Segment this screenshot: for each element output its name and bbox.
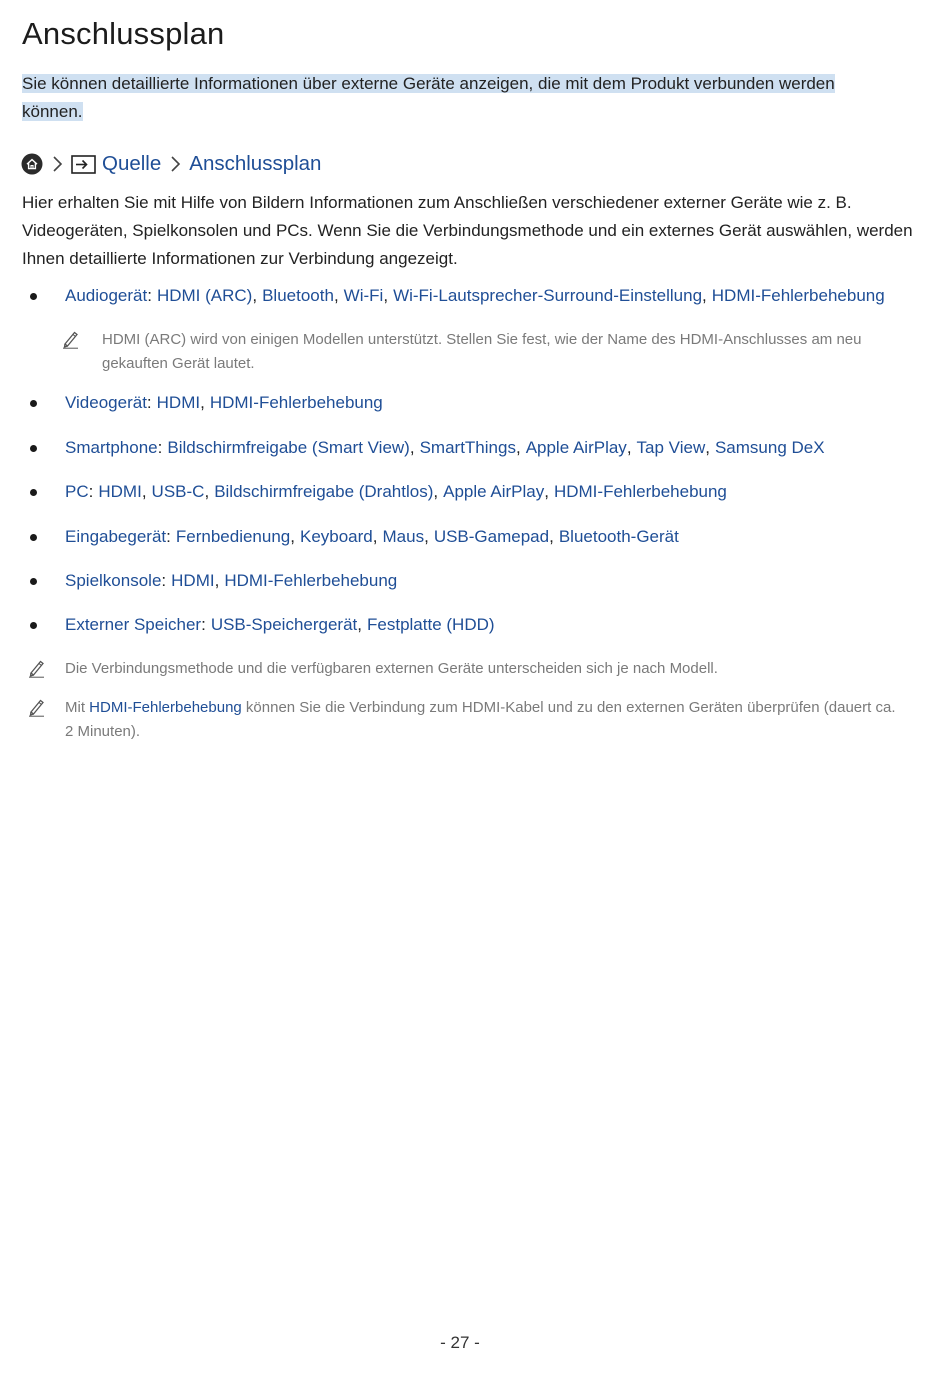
separator: , <box>702 286 707 305</box>
connection-link[interactable]: Bluetooth <box>262 286 334 305</box>
home-icon[interactable] <box>21 153 43 175</box>
connection-link[interactable]: HDMI <box>98 482 142 501</box>
category-label-link[interactable]: PC <box>65 482 89 501</box>
separator: , <box>626 438 632 457</box>
device-category-item <box>26 525 926 549</box>
connection-link[interactable]: USB-C <box>151 482 205 501</box>
category-label-link[interactable]: Spielkonsole <box>65 571 162 590</box>
device-category-item <box>26 436 926 460</box>
separator: , <box>372 527 378 546</box>
connection-link[interactable]: Samsung DeX <box>714 438 825 457</box>
separator: , <box>204 482 210 501</box>
bullet-dot <box>30 400 37 407</box>
device-category-item <box>26 613 926 637</box>
separator: , <box>252 286 258 305</box>
chevron-right-icon <box>51 155 63 173</box>
sub-note <box>102 328 902 376</box>
breadcrumb-item-source[interactable]: Quelle <box>102 152 162 175</box>
summary-highlight: Sie können detaillierte Informationen über externe Geräte anzeigen, die mit dem Produkt verbunden werden können. <box>22 74 835 121</box>
connection-link[interactable]: HDMI-Fehlerbehebung <box>224 571 398 590</box>
note-methods <box>65 657 905 681</box>
separator: : <box>166 527 171 546</box>
separator: , <box>290 527 295 546</box>
connection-link[interactable]: HDMI <box>171 571 215 590</box>
separator: , <box>357 615 363 634</box>
separator: : <box>161 571 167 590</box>
connection-link[interactable]: Wi-Fi <box>343 286 384 305</box>
category-label-link[interactable]: Eingabegerät <box>65 527 167 546</box>
connection-link[interactable]: HDMI-Fehlerbehebung <box>209 393 383 412</box>
connection-link[interactable]: HDMI <box>156 393 201 412</box>
separator: : <box>146 393 152 412</box>
connection-link[interactable]: Wi-Fi-Lautsprecher-Surround-Einstellung <box>393 286 703 305</box>
connection-link[interactable]: Apple AirPlay <box>525 438 627 457</box>
connection-link[interactable]: Keyboard <box>299 527 373 546</box>
connection-link[interactable]: Maus <box>382 527 425 546</box>
device-category-item <box>26 391 926 415</box>
pencil-note-icon <box>28 697 46 725</box>
breadcrumb <box>21 150 321 178</box>
connection-link[interactable]: HDMI-Fehlerbehebung <box>711 286 885 305</box>
separator: , <box>383 286 389 305</box>
bullet-dot <box>30 534 37 541</box>
note-hdmi-troubleshoot <box>65 696 900 744</box>
separator: , <box>544 482 549 501</box>
connection-link[interactable]: Bluetooth-Gerät <box>558 527 679 546</box>
bullet-dot <box>30 578 37 585</box>
separator: , <box>409 438 415 457</box>
separator: , <box>433 482 439 501</box>
separator: : <box>88 482 94 501</box>
category-label-link[interactable]: Audiogerät <box>65 286 148 305</box>
connection-link[interactable]: USB-Gamepad <box>433 527 550 546</box>
intro-text: Hier erhalten Sie mit Hilfe von Bildern Informationen zum Anschließen verschiedener externer Geräte wie z. B. Videogeräten, Spielkonsolen und PCs. Wenn Sie die Verbindungsmethode und ein externes Gerät auswählen, werden Ihnen detaillierte Informationen zur Verbindung angezeigt. <box>22 193 913 268</box>
sub-note-text: HDMI (ARC) wird von einigen Modellen unterstützt. Stellen Sie fest, wie der Name des HDMI-Anschlusses am neu gekauften Gerät lautet. <box>102 331 862 372</box>
separator: : <box>201 615 206 634</box>
bullet-dot <box>30 293 37 300</box>
connection-link[interactable]: Tap View <box>636 438 706 457</box>
page-summary <box>22 70 882 126</box>
connection-link[interactable]: HDMI (ARC) <box>156 286 253 305</box>
bullet-dot <box>30 622 37 629</box>
connection-link[interactable]: SmartThings <box>419 438 516 457</box>
bullet-dot <box>30 445 37 452</box>
source-input-icon <box>71 155 96 174</box>
connection-link[interactable]: Apple AirPlay <box>443 482 545 501</box>
category-label-link[interactable]: Externer Speicher <box>65 615 202 634</box>
device-category-item <box>26 284 926 308</box>
connection-link[interactable]: HDMI-Fehlerbehebung <box>553 482 727 501</box>
separator: , <box>515 438 521 457</box>
separator: : <box>147 286 152 305</box>
connection-link[interactable]: Fernbedienung <box>175 527 291 546</box>
device-category-item <box>26 480 926 504</box>
connection-link[interactable]: USB-Speichergerät <box>210 615 358 634</box>
pencil-note-icon <box>28 658 46 686</box>
category-label-link[interactable]: Videogerät <box>65 393 147 412</box>
device-category-item <box>26 569 926 593</box>
separator: , <box>333 286 339 305</box>
separator: , <box>549 527 554 546</box>
bullet-dot <box>30 489 37 496</box>
page-title: Anschlussplan <box>22 16 225 51</box>
separator: , <box>141 482 147 501</box>
connection-link[interactable]: Bildschirmfreigabe (Smart View) <box>167 438 410 457</box>
separator: , <box>705 438 710 457</box>
connection-link[interactable]: Festplatte (HDD) <box>367 615 495 634</box>
note-hdmi-suffix: können Sie die Verbindung zum HDMI-Kabel und zu den externen Geräten überprüfen (dauert ca. 2 Minuten). <box>65 699 896 740</box>
separator: : <box>157 438 163 457</box>
separator: , <box>214 571 220 590</box>
connection-link[interactable]: Bildschirmfreigabe (Drahtlos) <box>214 482 434 501</box>
hdmi-troubleshoot-link[interactable]: HDMI-Fehlerbehebung <box>89 699 242 716</box>
separator: , <box>200 393 205 412</box>
note-methods-text: Die Verbindungsmethode und die verfügbaren externen Geräte unterscheiden sich je nach Modell. <box>65 660 718 677</box>
pencil-note-icon <box>62 329 80 357</box>
chevron-right-icon <box>169 155 181 173</box>
separator: , <box>424 527 429 546</box>
breadcrumb-item-connection-guide[interactable]: Anschlussplan <box>189 152 322 175</box>
page-number: - 27 - <box>440 1333 480 1352</box>
note-hdmi-prefix: Mit <box>65 699 85 716</box>
category-label-link[interactable]: Smartphone <box>65 438 158 457</box>
